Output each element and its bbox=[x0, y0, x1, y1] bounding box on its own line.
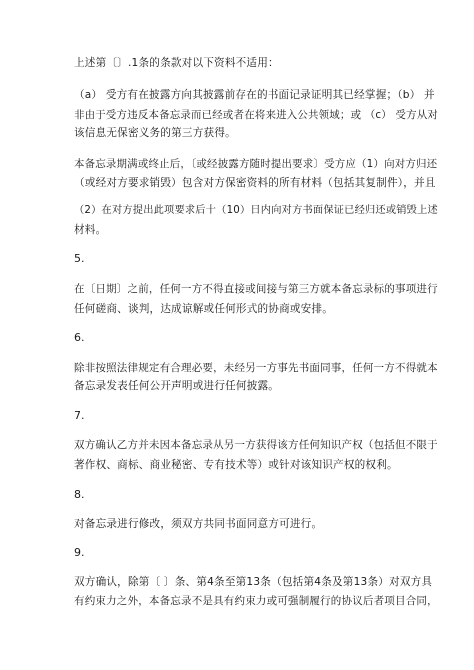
text-line: 双方确认乙方并未因本备忘录从另一方获得该方任何知识产权（包括但不限于 bbox=[74, 439, 438, 451]
text-line: 备忘录发表任何公开声明或进行任何披露。 bbox=[74, 380, 280, 392]
text-line: 非由于受方违反本备忘录而已经或者在将来进入公共领域；或 （c） 受方从对 bbox=[74, 109, 439, 121]
text-line: 任何磋商、谈判，达成谅解或任何形式的协商或安排。 bbox=[74, 303, 334, 315]
text-line: （2）在对方提出此项要求后十（10）日内向对方书面保证已经归还或销毁上述 bbox=[74, 205, 438, 216]
text-line: 著作权、商标、商业秘密、专有技术等）或针对该知识产权的权利。 bbox=[74, 459, 398, 471]
text-line: 该信息无保密义务的第三方获得。 bbox=[74, 127, 236, 139]
section-number: 9. bbox=[74, 546, 85, 559]
text-line: 本备忘录期满或终止后，〔或经披露方随时提出要求〕受方应（1）向对方归还 bbox=[74, 158, 438, 170]
section-number: 8. bbox=[74, 488, 85, 501]
section-number: 6. bbox=[74, 331, 85, 344]
text-line: （a） 受方有在披露方向其披露前存在的书面记录证明其已经掌握；（b） 并 bbox=[74, 89, 435, 101]
text-line: 材料。 bbox=[74, 224, 107, 236]
text-line: 双方确认，除第〔 〕条、第4条至第13条（包括第4条及第13条）对双方具 bbox=[74, 576, 433, 588]
text-line: 有约束力之外，本备忘录不是具有约束力或可强制履行的协议后者项目合同， bbox=[74, 595, 438, 607]
text-line: 在〔日期〕之前，任何一方不得直接或间接与第三方就本备忘录标的事项进行 bbox=[74, 283, 438, 295]
text-line: 对备忘录进行修改，须双方共同书面同意方可进行。 bbox=[74, 518, 323, 530]
section-number: 7. bbox=[74, 409, 85, 422]
text-line: 除非按照法律规定有合理必要，未经另一方事先书面同事，任何一方不得就本 bbox=[74, 362, 438, 374]
text-line: （或经对方要求销毁）包含对方保密资料的所有材料（包括其复制件），并且 bbox=[74, 177, 436, 189]
section-number: 5. bbox=[74, 252, 85, 265]
text-line: 上述第〔〕.1条的条款对以下资料不适用： bbox=[74, 57, 279, 69]
